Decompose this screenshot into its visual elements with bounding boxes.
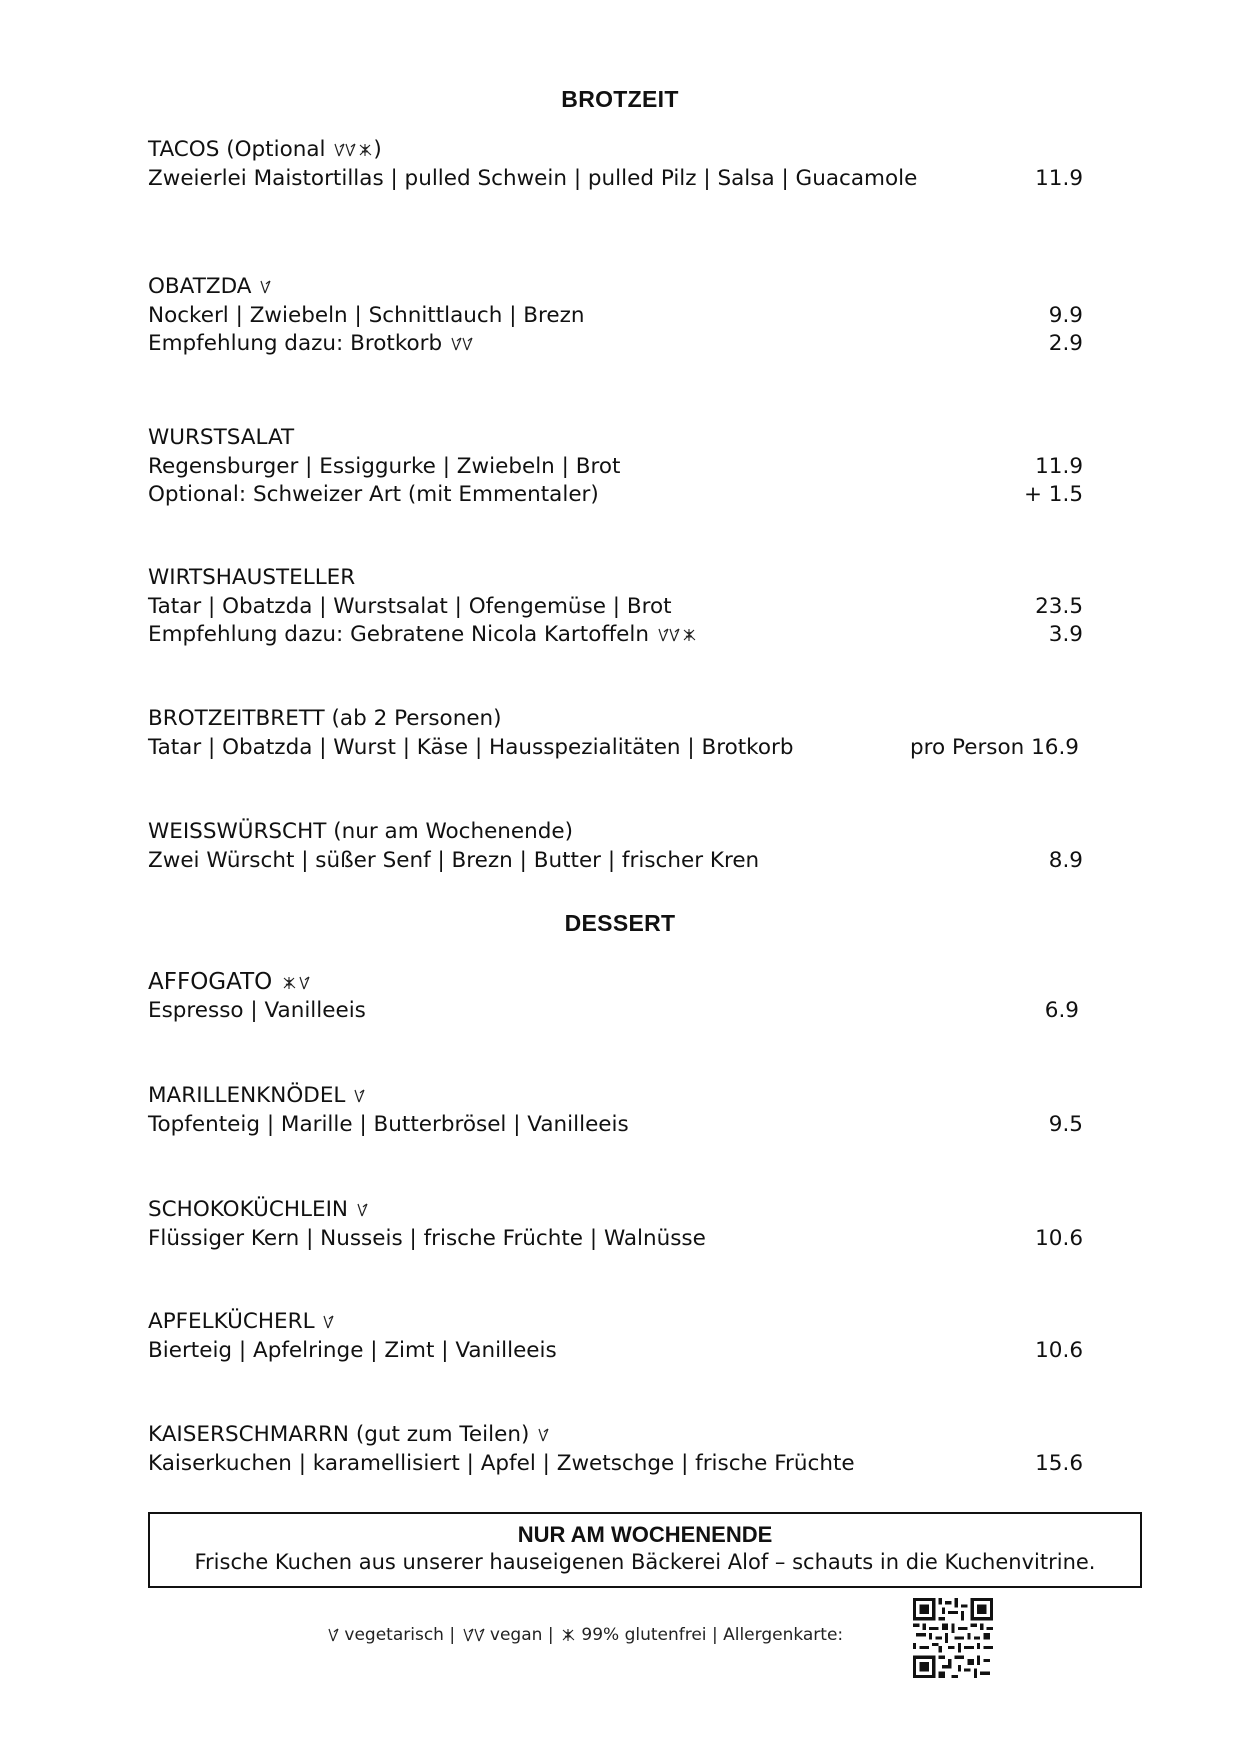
vegetarian-icon bbox=[299, 968, 310, 997]
menu-item-affogato bbox=[148, 968, 1083, 1025]
item-title: WIRTSHAUSTELLER bbox=[148, 565, 356, 590]
item-description: Tatar | Obatzda | Wurst | Käse | Hausspezialitäten | Brotkorb bbox=[148, 734, 794, 760]
item-title: KAISERSCHMARRN (gut zum Teilen) bbox=[148, 1422, 530, 1447]
vegan-icon bbox=[334, 136, 356, 165]
item-price: 10.6 bbox=[1035, 1337, 1083, 1363]
legend-separator: | bbox=[711, 1625, 718, 1645]
item-description: Zweierlei Maistortillas | pulled Schwein | pulled Pilz | Salsa | Guacamole bbox=[148, 165, 918, 191]
vegetarian-icon bbox=[357, 1196, 368, 1225]
item-title: APFELKÜCHERL bbox=[148, 1309, 315, 1334]
section-title-brotzeit: BROTZEIT bbox=[561, 86, 679, 112]
menu-item-schokokuechlein bbox=[148, 1196, 1083, 1253]
item-description: Zwei Würscht | süßer Senf | Brezn | Butter | frischer Kren bbox=[148, 847, 760, 873]
vegetarian-icon bbox=[328, 1618, 339, 1652]
gluten-free-icon bbox=[561, 1618, 576, 1652]
item-description: Topfenteig | Marille | Butterbrösel | Vanilleeis bbox=[148, 1111, 629, 1137]
item-description: Espresso | Vanilleeis bbox=[148, 997, 366, 1023]
menu-item-wirtshausteller bbox=[148, 564, 1083, 650]
item-price: 11.9 bbox=[1035, 165, 1083, 191]
item-title: WURSTSALAT bbox=[148, 425, 295, 450]
item-description: Nockerl | Zwiebeln | Schnittlauch | Brezn bbox=[148, 302, 585, 328]
vegetarian-icon bbox=[323, 1308, 334, 1337]
item-description: Regensburger | Essiggurke | Zwiebeln | Brot bbox=[148, 453, 621, 479]
menu-item-kaiserschmarrn bbox=[148, 1421, 1083, 1478]
item-title: OBATZDA bbox=[148, 274, 252, 299]
legend-separator: | bbox=[449, 1625, 456, 1645]
vegetarian-icon bbox=[354, 1082, 365, 1111]
item-title: BROTZEITBRETT (ab 2 Personen) bbox=[148, 706, 502, 731]
item-price: 10.6 bbox=[1035, 1225, 1083, 1251]
weekend-notice-text: Frische Kuchen aus unserer hauseigenen Bäckerei Alof – schauts in die Kuchenvitrine. bbox=[194, 1550, 1096, 1574]
legend-vegetarian: vegetarisch bbox=[344, 1625, 444, 1645]
menu-item-weisswuerscht bbox=[148, 818, 1083, 875]
weekend-notice-box bbox=[148, 1512, 1142, 1588]
gluten-free-icon bbox=[358, 136, 373, 165]
vegan-icon bbox=[463, 1618, 485, 1652]
menu-item-marillenknoedel bbox=[148, 1082, 1083, 1139]
item-title: WEISSWÜRSCHT (nur am Wochenende) bbox=[148, 819, 574, 844]
item-price: 15.6 bbox=[1035, 1450, 1083, 1476]
menu-item-brotzeitbrett bbox=[148, 705, 1083, 762]
item-title: MARILLENKNÖDEL bbox=[148, 1083, 346, 1108]
item-option-price: + 1.5 bbox=[1023, 482, 1083, 507]
item-recommendation: Empfehlung dazu: Brotkorb bbox=[148, 331, 443, 356]
vegan-icon bbox=[451, 330, 473, 359]
legend-allergen-label: Allergenkarte: bbox=[723, 1625, 844, 1645]
item-price: 9.5 bbox=[1048, 1111, 1083, 1137]
menu-item-tacos bbox=[148, 136, 1083, 193]
item-price: 11.9 bbox=[1035, 453, 1083, 479]
item-price: 23.5 bbox=[1035, 593, 1083, 619]
item-description: Tatar | Obatzda | Wurstsalat | Ofengemüse | Brot bbox=[148, 593, 672, 619]
item-price: pro Person 16.9 bbox=[910, 734, 1079, 760]
legend-gluten-free: 99% glutenfrei bbox=[581, 1625, 707, 1645]
item-option: Optional: Schweizer Art (mit Emmentaler) bbox=[148, 482, 599, 507]
item-price: 9.9 bbox=[1048, 302, 1083, 328]
item-title: AFFOGATO bbox=[148, 969, 273, 995]
item-price: 6.9 bbox=[1044, 997, 1079, 1023]
item-description: Bierteig | Apfelringe | Zimt | Vanilleeis bbox=[148, 1337, 557, 1363]
gluten-free-icon bbox=[682, 621, 697, 650]
item-title-close: ) bbox=[373, 137, 382, 162]
vegan-icon bbox=[658, 621, 680, 650]
dietary-legend bbox=[326, 1618, 843, 1652]
item-price: 8.9 bbox=[1048, 847, 1083, 873]
vegetarian-icon bbox=[538, 1421, 549, 1450]
item-recommendation-price: 3.9 bbox=[1048, 622, 1083, 647]
gluten-free-icon bbox=[282, 968, 297, 997]
item-description: Flüssiger Kern | Nusseis | frische Früchte | Walnüsse bbox=[148, 1225, 706, 1251]
item-description: Kaiserkuchen | karamellisiert | Apfel | Zwetschge | frische Früchte bbox=[148, 1450, 855, 1476]
menu-item-obatzda bbox=[148, 273, 1083, 359]
item-recommendation: Empfehlung dazu: Gebratene Nicola Kartoffeln bbox=[148, 622, 649, 647]
section-title-dessert: DESSERT bbox=[564, 910, 676, 936]
qr-code-icon[interactable] bbox=[913, 1598, 993, 1678]
item-recommendation-price: 2.9 bbox=[1048, 331, 1083, 356]
vegetarian-icon bbox=[260, 273, 271, 302]
menu-item-wurstsalat bbox=[148, 424, 1083, 510]
weekend-notice-title: NUR AM WOCHENENDE bbox=[517, 1522, 773, 1547]
legend-vegan: vegan bbox=[489, 1625, 543, 1645]
item-title: SCHOKOKÜCHLEIN bbox=[148, 1197, 349, 1222]
item-title: TACOS (Optional bbox=[148, 137, 326, 162]
menu-item-apfelkuecherl bbox=[148, 1308, 1083, 1365]
legend-separator: | bbox=[547, 1625, 554, 1645]
